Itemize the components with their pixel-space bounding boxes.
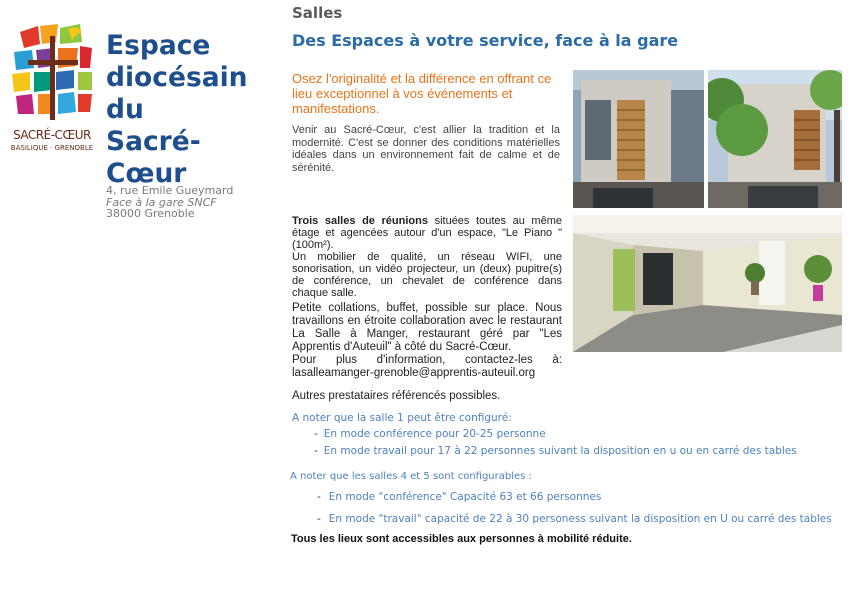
note-room1-item: - En mode travail pour 17 à 22 personnes suivant la disposition en u ou en carré des tables bbox=[314, 445, 797, 457]
interior-photo-le-piano[interactable] bbox=[573, 215, 842, 352]
building-photo-2[interactable] bbox=[708, 70, 842, 208]
note-room1-item-text: En mode travail pour 17 à 22 personnes suivant la disposition en u ou en carré des tables bbox=[323, 445, 797, 457]
brand-line: du bbox=[106, 94, 144, 125]
note-rooms45-item-text: En mode "conférence" Capacité 63 et 66 personnes bbox=[328, 491, 602, 503]
note-rooms45-heading: A noter que les salles 4 et 5 sont configurables : bbox=[290, 471, 532, 482]
note-rooms45-item: - En mode "conférence" Capacité 63 et 66 personnes bbox=[317, 491, 602, 503]
rooms-title: Trois salles de réunions bbox=[292, 215, 428, 227]
rooms-intro: situées toutes au même étage et agencées autour d'un espace, "Le Piano " (100m²). bbox=[292, 215, 562, 251]
rooms-contact: Pour plus d'information, contactez-les à: lasalleamanger-grenoble@apprentis-auteuil.org bbox=[292, 354, 562, 379]
logo-name: SACRÉ-CŒUR bbox=[13, 128, 91, 142]
rooms-other-providers: Autres prestataires référencés possibles. bbox=[292, 390, 501, 402]
logo-subname: BASILIQUE · GRENOBLE bbox=[10, 144, 94, 152]
brand-line: Sacré-Cœur bbox=[106, 126, 201, 189]
address-note: Face à la gare SNCF bbox=[106, 195, 217, 209]
address-block bbox=[106, 185, 233, 220]
rooms-equipment: Un mobilier de qualité, un réseau WIFI, une sonorisation, un vidéo projecteur, un (deux) pupitre(s) de conférence, un chevalet de conférence dans chaque salle. bbox=[292, 251, 562, 299]
address-city: 38000 Grenoble bbox=[106, 207, 195, 220]
site-brand-title[interactable] bbox=[106, 30, 276, 190]
sacre-coeur-logo[interactable] bbox=[10, 22, 94, 158]
address-street: 4, rue Emile Gueymard bbox=[106, 184, 234, 197]
note-rooms45-item: - En mode "travail" capacité de 22 à 30 personess suivant la disposition en U ou carré des tables bbox=[317, 513, 832, 525]
brand-line: diocésain bbox=[106, 62, 248, 93]
brand-line: Espace bbox=[106, 30, 211, 61]
intro-highlight: Osez l'originalité et la différence en offrant ce lieu exceptionnel à vos événements et manifestations. bbox=[292, 71, 552, 116]
building-photo-1[interactable] bbox=[573, 70, 704, 208]
note-room1-item-text: En mode conférence pour 20-25 personne bbox=[323, 428, 546, 440]
section-title: Salles bbox=[292, 4, 343, 22]
intro-text: Venir au Sacré-Cœur, c'est allier la tradition et la modernité. C'est se donner des conditions matérielles idéales dans un environnement fait de calme et de sérénité. bbox=[292, 124, 560, 174]
page-heading: Des Espaces à votre service, face à la gare bbox=[292, 31, 679, 50]
note-room1-heading: A noter que la salle 1 peut être configuré: bbox=[292, 412, 512, 424]
rooms-description bbox=[292, 215, 562, 403]
note-rooms45-item-text: En mode "travail" capacité de 22 à 30 personess suivant la disposition en U ou carré des tables bbox=[328, 513, 832, 525]
note-room1-item: - En mode conférence pour 20-25 personne bbox=[314, 428, 546, 440]
accessibility-note: Tous les lieux sont accessibles aux personnes à mobilité réduite. bbox=[291, 533, 632, 545]
rooms-catering: Petite collations, buffet, possible sur place. Nous travaillons en étroite collaboration avec le restaurant La Salle à Manger, restaurant géré par "Les Apprentis d'Auteuil" à côté du Sacré-Cœur. bbox=[292, 302, 562, 353]
